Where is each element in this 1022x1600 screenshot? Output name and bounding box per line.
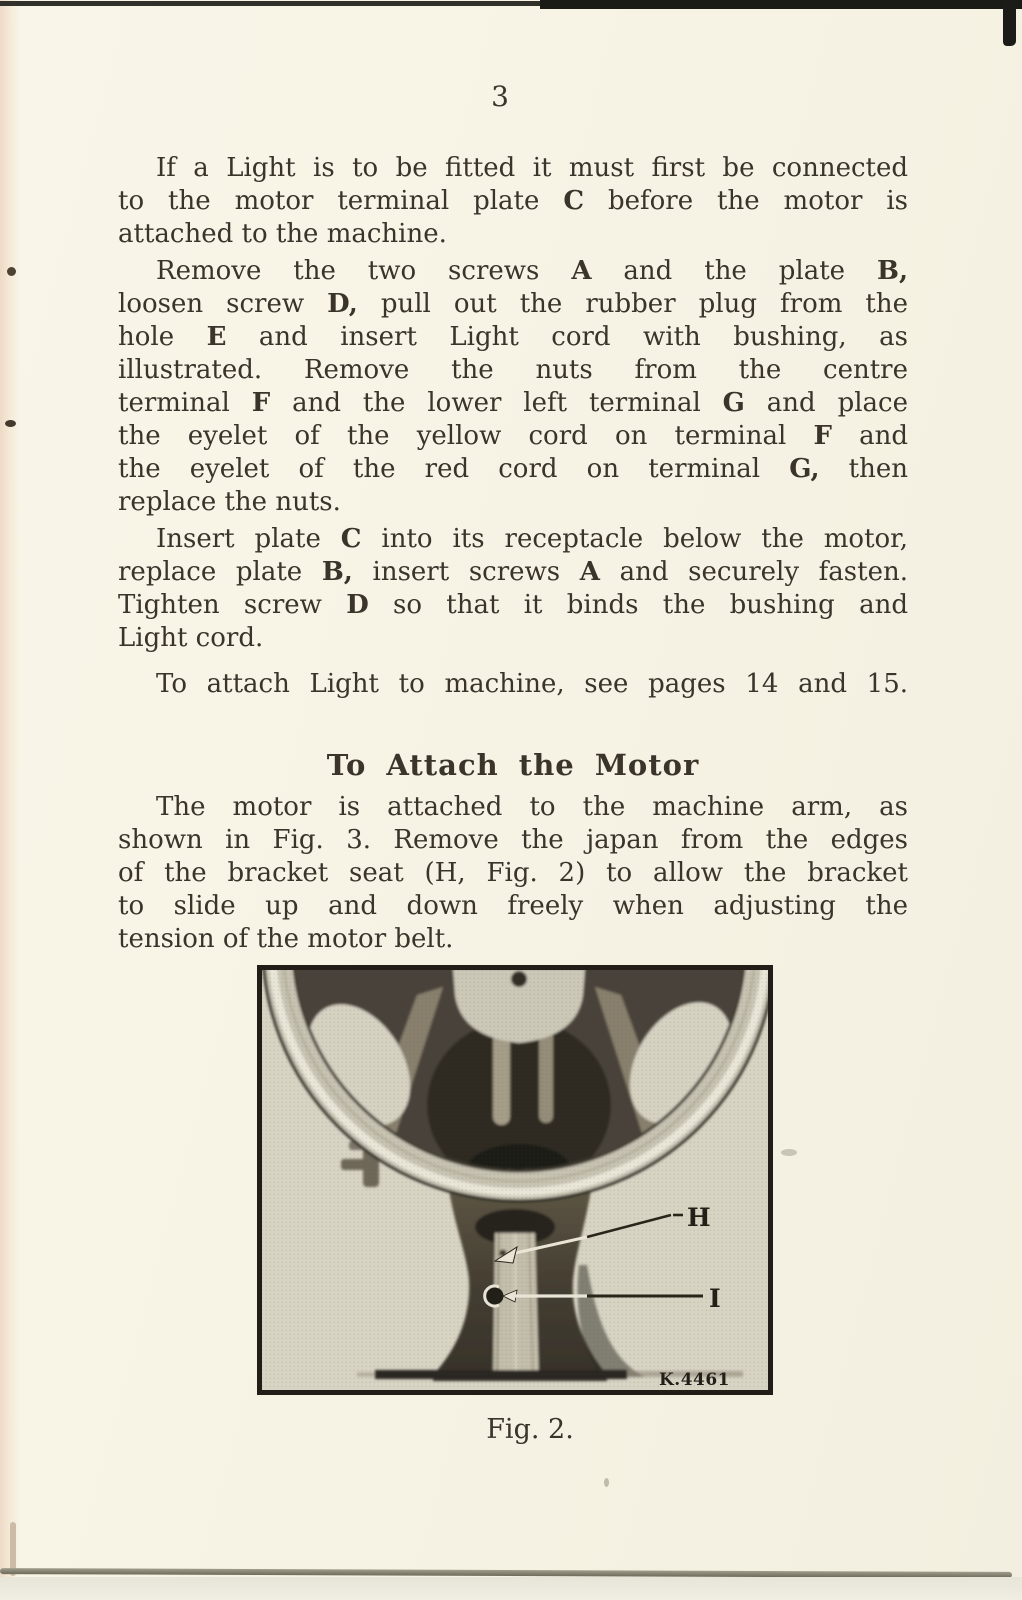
text-line [118,218,908,251]
page-left-edge-shading [0,0,20,1578]
paragraph-attach-light-reference [118,668,908,701]
label-i: I [709,1284,721,1313]
text-line [118,923,908,956]
scan-edge-corner [1003,0,1016,46]
text-line [118,622,908,655]
text-line [118,791,908,824]
text-segment: replace plate [118,557,322,587]
text-segment: before the motor is [584,186,908,216]
text-line [118,152,908,185]
page-number: 3 [491,80,509,113]
text-line [118,523,908,556]
text-line [118,420,908,453]
scan-background-bottom [0,1577,1022,1600]
text-line [118,453,908,486]
label-h: H [687,1203,711,1232]
text-line [118,824,908,857]
text-line [118,857,908,890]
text-segment: Light cord. [118,623,264,653]
text-segment: to slide up and down freely when adjusting the [118,891,908,921]
bold-part-letter: G [722,388,745,418]
paragraph-attach-motor [118,791,908,956]
text-segment: attached to the machine. [118,219,447,249]
text-segment: terminal [118,388,252,418]
pencil-smudge [781,1149,797,1156]
bold-part-letter: F [251,388,271,418]
scan-edge-top-thick [540,0,1022,9]
text-line [118,486,908,519]
bold-part-letter: B, [321,557,353,587]
text-line [118,354,908,387]
bold-part-letter: D, [327,289,358,319]
text-line [118,668,908,701]
text-segment: loosen screw [118,289,328,319]
text-segment: then [819,454,909,484]
halftone-texture [261,969,769,1391]
text-line [118,556,908,589]
text-segment: shown in Fig. 3. Remove the japan from the edges [118,825,908,855]
figure-caption: Fig. 2. [486,1414,574,1445]
text-segment: and the lower left terminal [270,388,723,418]
text-segment: the eyelet of the yellow cord on terminal [118,421,814,451]
text-segment: The motor is attached to the machine arm, as [156,792,908,822]
text-segment: and the plate [591,256,877,286]
scan-speck [7,267,16,276]
text-segment: hole [118,322,207,352]
bold-part-letter: B, [876,256,908,286]
text-line [118,387,908,420]
text-segment: Insert plate [156,524,341,554]
bold-part-letter: C [563,186,585,216]
plate-code: K.4461 [659,1370,731,1390]
text-segment: and [831,421,909,451]
text-segment: illustrated. Remove the nuts from the centre [118,355,908,385]
text-segment: so that it binds the bushing and [368,590,908,620]
paragraph-remove-screws [118,255,908,519]
text-segment: If a Light is to be fitted it must first be connected [156,153,908,183]
bold-part-letter: F [813,421,832,451]
paragraph-insert-plate [118,523,908,655]
text-segment: insert screws [352,557,580,587]
text-segment: and insert Light cord with bushing, as [226,322,908,352]
pencil-smudge [604,1478,609,1487]
bold-part-letter: A [579,557,600,587]
bold-part-letter: E [206,322,227,352]
text-segment: into its receptacle below the motor, [361,524,909,554]
text-segment: the eyelet of the red cord on terminal [118,454,790,484]
text-line [118,255,908,288]
scan-speck [5,420,16,427]
paragraph-light-connection [118,152,908,251]
bold-part-letter: G, [789,454,820,484]
text-segment: Remove the two screws [156,256,572,286]
text-line [118,185,908,218]
text-segment: to the motor terminal plate [118,186,564,216]
bracket-screw [487,1288,504,1305]
text-segment: replace the nuts. [118,487,341,517]
text-segment: and securely fasten. [599,557,908,587]
bold-part-letter: C [340,524,362,554]
bold-part-letter: D [346,590,369,620]
text-line [118,890,908,923]
text-block [118,152,908,956]
text-segment: To attach Light to machine, see pages 14 and 15. [156,669,908,699]
figure-photo [257,965,773,1395]
text-line [118,589,908,622]
text-segment: tension of the motor belt. [118,924,454,954]
text-line [118,288,908,321]
text-segment: of the bracket seat (H, Fig. 2) to allow the bracket [118,858,908,888]
text-segment: Tighten screw [118,590,347,620]
text-segment: and place [744,388,908,418]
figure-2 [257,965,773,1395]
text-segment: pull out the rubber plug from the [357,289,908,319]
section-heading: To Attach the Motor [326,748,700,782]
text-line [118,321,908,354]
bold-part-letter: A [571,256,592,286]
